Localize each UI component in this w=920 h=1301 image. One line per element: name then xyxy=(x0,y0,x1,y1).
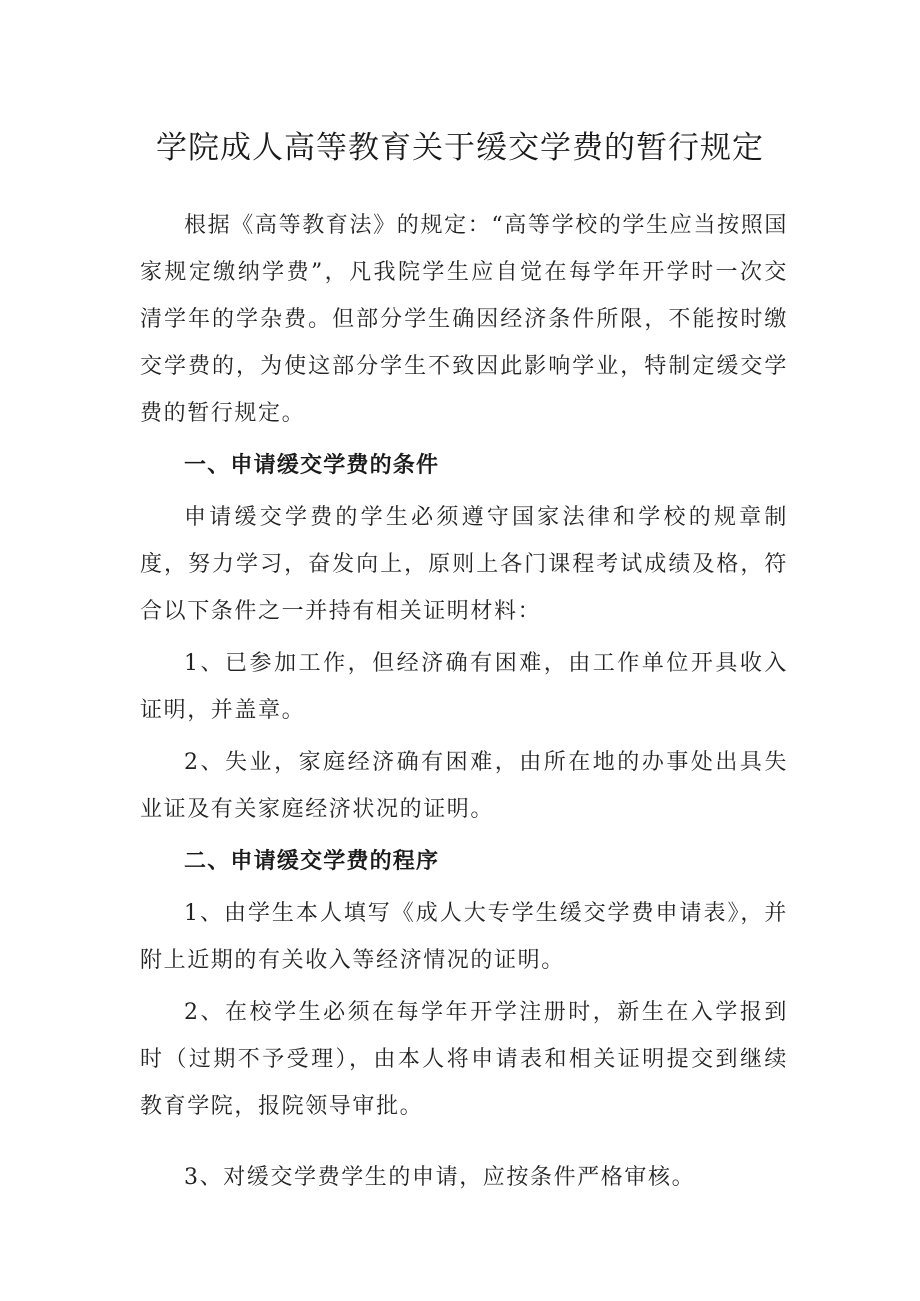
procedure-item-1: 1、由学生本人填写《成人大专学生缓交学费申请表》，并附上近期的有关收入等经济情况的证明。 xyxy=(140,901,788,973)
section-heading-procedure: 二、申请缓交学费的程序 xyxy=(184,849,440,874)
condition-item-1: 1、已参加工作，但经济确有困难，由工作单位开具收入证明，并盖章。 xyxy=(140,651,788,723)
intro-paragraph: 根据《高等教育法》的规定：“高等学校的学生应当按照国家规定缴纳学费”，凡我院学生应自觉在每学年开学时一次交清学年的学杂费。但部分学生确因经济条件所限，不能按时缴交学费的，为使这部分学生不致因此影响学业，特制定缓交学费的暂行规定。 xyxy=(140,213,788,426)
document-title: 学院成人高等教育关于缓交学费的暂行规定 xyxy=(156,130,764,166)
conditions-paragraph: 申请缓交学费的学生必须遵守国家法律和学校的规章制度，努力学习，奋发向上，原则上各门课程考试成绩及格，符合以下条件之一并持有相关证明材料： xyxy=(140,505,788,624)
condition-item-2: 2、失业，家庭经济确有困难，由所在地的办事处出具失业证及有关家庭经济状况的证明。 xyxy=(140,750,788,822)
procedure-item-2: 2、在校学生必须在每学年开学注册时，新生在入学报到时（过期不予受理），由本人将申请表和相关证明提交到继续教育学院，报院领导审批。 xyxy=(140,1000,788,1119)
procedure-item-3: 3、对缓交学费学生的申请，应按条件严格审核。 xyxy=(184,1165,696,1190)
section-heading-conditions: 一、申请缓交学费的条件 xyxy=(184,453,440,478)
document-body xyxy=(140,202,788,1201)
